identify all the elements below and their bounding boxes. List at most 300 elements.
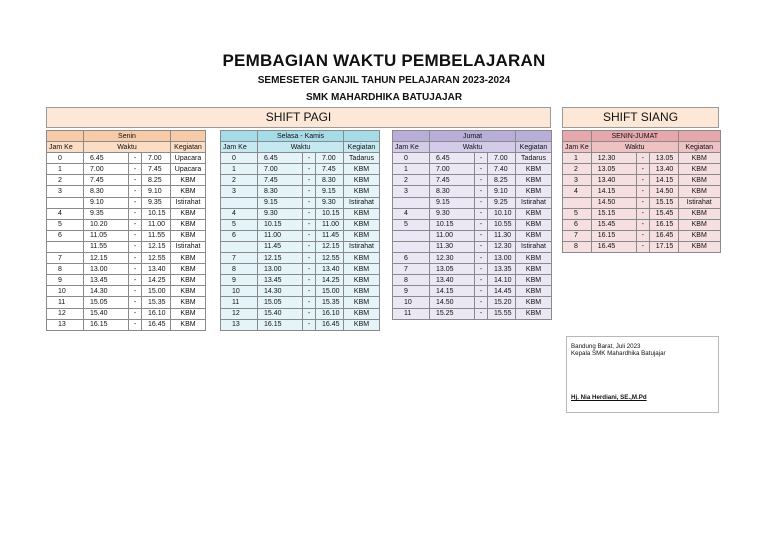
table-row [393, 308, 552, 319]
jam-ke-cell: 11 [47, 297, 84, 308]
kegiatan-cell: Istirahat [678, 197, 720, 208]
jam-ke-cell: 4 [393, 208, 430, 219]
kegiatan-header: Kegiatan [171, 142, 206, 153]
time-separator: - [475, 308, 488, 319]
time-separator: - [129, 175, 142, 186]
kegiatan-cell: KBM [344, 208, 380, 219]
kegiatan-cell: Istirahat [344, 241, 380, 252]
start-time-cell: 9.10 [84, 197, 129, 208]
kegiatan-cell: Upacara [171, 164, 206, 175]
kegiatan-cell: KBM [516, 286, 552, 297]
kegiatan-cell: KBM [344, 264, 380, 275]
kegiatan-cell: Tadarus [344, 153, 380, 164]
table-row [47, 208, 206, 219]
start-time-cell: 15.05 [84, 297, 129, 308]
jam-ke-cell: 1 [47, 164, 84, 175]
kegiatan-cell: KBM [344, 186, 380, 197]
start-time-cell: 14.50 [430, 297, 475, 308]
kegiatan-cell: KBM [678, 230, 720, 241]
end-time-cell: 10.15 [316, 208, 344, 219]
kegiatan-cell: Istirahat [171, 241, 206, 252]
senin-schedule-table [46, 130, 206, 331]
table-row [393, 264, 552, 275]
kegiatan-cell: KBM [678, 208, 720, 219]
end-time-cell: 9.10 [142, 186, 171, 197]
kegiatan-cell: KBM [516, 175, 552, 186]
time-separator: - [475, 253, 488, 264]
kegiatan-cell: KBM [678, 153, 720, 164]
day-header-row [563, 131, 721, 142]
kegiatan-cell: KBM [516, 253, 552, 264]
start-time-cell: 15.25 [430, 308, 475, 319]
start-time-cell: 12.15 [258, 253, 303, 264]
time-separator: - [303, 230, 316, 241]
end-time-cell: 10.10 [488, 208, 516, 219]
start-time-cell: 15.40 [258, 308, 303, 319]
start-time-cell: 7.00 [258, 164, 303, 175]
table-row [393, 197, 552, 208]
jam-ke-cell: 0 [393, 153, 430, 164]
kegiatan-cell: KBM [171, 230, 206, 241]
jam-ke-cell: 2 [47, 175, 84, 186]
jam-ke-cell: 2 [393, 175, 430, 186]
jam-ke-cell [393, 230, 430, 241]
siang-schedule-table [562, 130, 721, 253]
end-time-cell: 15.55 [488, 308, 516, 319]
end-time-cell: 7.40 [488, 164, 516, 175]
jam-ke-cell: 12 [221, 308, 258, 319]
table-row [221, 319, 380, 330]
table-row [47, 197, 206, 208]
table-row [221, 275, 380, 286]
table-row [221, 208, 380, 219]
start-time-cell: 7.45 [258, 175, 303, 186]
start-time-cell: 7.45 [84, 175, 129, 186]
kegiatan-cell: KBM [171, 219, 206, 230]
kegiatan-cell: Istirahat [516, 197, 552, 208]
jam-ke-cell: 5 [221, 219, 258, 230]
kegiatan-cell: KBM [516, 164, 552, 175]
kegiatan-cell: KBM [171, 286, 206, 297]
day-header-row [47, 131, 206, 142]
end-time-cell: 9.15 [316, 186, 344, 197]
table-row [47, 153, 206, 164]
end-time-cell: 12.55 [316, 253, 344, 264]
jam-ke-cell: 7 [393, 264, 430, 275]
table-row [393, 286, 552, 297]
start-time-cell: 14.30 [84, 286, 129, 297]
jam-ke-cell: 1 [563, 153, 592, 164]
start-time-cell: 11.45 [258, 241, 303, 252]
start-time-cell: 13.05 [430, 264, 475, 275]
jam-ke-cell: 6 [393, 253, 430, 264]
start-time-cell: 12.30 [591, 153, 636, 164]
time-separator: - [475, 275, 488, 286]
table-row [47, 219, 206, 230]
time-separator: - [475, 264, 488, 275]
page-subtitle: SEMESETER GANJIL TAHUN PELAJARAN 2023-2024 [257, 75, 511, 86]
kegiatan-cell: KBM [171, 264, 206, 275]
jam-ke-cell: 6 [221, 230, 258, 241]
start-time-cell: 6.45 [430, 153, 475, 164]
table-row [47, 175, 206, 186]
kegiatan-cell: KBM [516, 308, 552, 319]
kegiatan-cell: KBM [678, 175, 720, 186]
time-separator: - [475, 241, 488, 252]
table-row [47, 253, 206, 264]
end-time-cell: 14.15 [649, 175, 678, 186]
column-header-row [563, 142, 721, 153]
start-time-cell: 10.15 [430, 219, 475, 230]
waktu-header: Waktu [84, 142, 171, 153]
end-time-cell: 16.45 [316, 319, 344, 330]
end-time-cell: 11.00 [142, 219, 171, 230]
jam-ke-cell [221, 197, 258, 208]
end-time-cell: 10.55 [488, 219, 516, 230]
jam-ke-cell: 13 [47, 319, 84, 330]
table-row [563, 197, 721, 208]
signature-place-date: Bandung Barat, Juli 2023 [571, 343, 641, 350]
end-time-cell: 14.50 [649, 186, 678, 197]
table-row [393, 230, 552, 241]
start-time-cell: 13.45 [84, 275, 129, 286]
time-separator: - [303, 264, 316, 275]
jam-ke-cell: 1 [393, 164, 430, 175]
start-time-cell: 8.30 [430, 186, 475, 197]
kegiatan-cell: KBM [171, 275, 206, 286]
jam-ke-cell: 13 [221, 319, 258, 330]
table-row [563, 219, 721, 230]
kegiatan-cell: Istirahat [516, 241, 552, 252]
jam-ke-header: Jam Ke [47, 142, 84, 153]
table-row [393, 275, 552, 286]
start-time-cell: 15.45 [591, 219, 636, 230]
table-row [47, 297, 206, 308]
jam-ke-cell: 8 [563, 241, 592, 252]
start-time-cell: 6.45 [84, 153, 129, 164]
start-time-cell: 13.45 [258, 275, 303, 286]
end-time-cell: 15.35 [316, 297, 344, 308]
table-row [221, 197, 380, 208]
time-separator: - [636, 219, 649, 230]
shift-pagi-header: SHIFT PAGI [46, 107, 551, 128]
time-separator: - [129, 308, 142, 319]
jam-ke-cell [563, 197, 592, 208]
time-separator: - [303, 208, 316, 219]
table-row [221, 286, 380, 297]
time-separator: - [636, 175, 649, 186]
end-time-cell: 12.15 [142, 241, 171, 252]
jam-ke-header: Jam Ke [393, 142, 430, 153]
jam-ke-cell: 6 [563, 219, 592, 230]
end-time-cell: 17.15 [649, 241, 678, 252]
kegiatan-cell: Tadarus [516, 153, 552, 164]
jam-ke-cell: 8 [393, 275, 430, 286]
jam-ke-cell: 5 [393, 219, 430, 230]
start-time-cell: 15.40 [84, 308, 129, 319]
table-row [221, 153, 380, 164]
waktu-header: Waktu [591, 142, 678, 153]
jam-ke-cell [221, 241, 258, 252]
start-time-cell: 11.30 [430, 241, 475, 252]
table-row [47, 230, 206, 241]
start-time-cell: 15.15 [591, 208, 636, 219]
table-row [563, 175, 721, 186]
day-header-row [221, 131, 380, 142]
jam-ke-cell: 1 [221, 164, 258, 175]
school-name: SMK MAHARDHIKA BATUJAJAR [305, 92, 463, 103]
kegiatan-cell: KBM [344, 219, 380, 230]
table-row [221, 297, 380, 308]
selasa-kamis-schedule-table [220, 130, 380, 331]
start-time-cell: 16.15 [591, 230, 636, 241]
start-time-cell: 11.00 [430, 230, 475, 241]
kegiatan-cell: KBM [171, 253, 206, 264]
table-row [47, 275, 206, 286]
time-separator: - [303, 308, 316, 319]
time-separator: - [129, 230, 142, 241]
jam-ke-cell: 3 [47, 186, 84, 197]
kegiatan-cell: KBM [344, 175, 380, 186]
start-time-cell: 14.50 [591, 197, 636, 208]
jam-ke-header: Jam Ke [563, 142, 592, 153]
end-time-cell: 13.40 [649, 164, 678, 175]
end-time-cell: 16.10 [316, 308, 344, 319]
end-time-cell: 8.25 [142, 175, 171, 186]
start-time-cell: 6.45 [258, 153, 303, 164]
jam-ke-cell: 4 [563, 186, 592, 197]
table-row [221, 175, 380, 186]
start-time-cell: 13.05 [591, 164, 636, 175]
jam-ke-cell: 9 [47, 275, 84, 286]
time-separator: - [303, 175, 316, 186]
table-row [221, 219, 380, 230]
time-separator: - [475, 153, 488, 164]
end-time-cell: 15.35 [142, 297, 171, 308]
end-time-cell: 10.15 [142, 208, 171, 219]
jam-ke-cell: 4 [47, 208, 84, 219]
time-separator: - [129, 219, 142, 230]
start-time-cell: 12.15 [84, 253, 129, 264]
jam-ke-cell: 10 [221, 286, 258, 297]
waktu-header: Waktu [430, 142, 516, 153]
end-time-cell: 13.35 [488, 264, 516, 275]
column-header-row [393, 142, 552, 153]
kegiatan-cell: Istirahat [344, 197, 380, 208]
table-row [393, 186, 552, 197]
end-time-cell: 13.40 [316, 264, 344, 275]
table-row [47, 308, 206, 319]
jam-ke-cell: 11 [221, 297, 258, 308]
time-separator: - [636, 164, 649, 175]
time-separator: - [475, 208, 488, 219]
jam-ke-cell: 10 [47, 286, 84, 297]
table-row [47, 241, 206, 252]
table-row [47, 264, 206, 275]
kegiatan-cell: KBM [344, 286, 380, 297]
time-separator: - [636, 230, 649, 241]
table-row [393, 175, 552, 186]
jam-ke-cell: 5 [47, 219, 84, 230]
kegiatan-cell: KBM [678, 186, 720, 197]
end-time-cell: 7.45 [142, 164, 171, 175]
kegiatan-cell: KBM [344, 275, 380, 286]
time-separator: - [475, 175, 488, 186]
kegiatan-cell: Upacara [171, 153, 206, 164]
jam-ke-cell [393, 197, 430, 208]
end-time-cell: 7.00 [316, 153, 344, 164]
jam-ke-cell: 3 [563, 175, 592, 186]
start-time-cell: 9.30 [258, 208, 303, 219]
table-row [563, 241, 721, 252]
time-separator: - [636, 186, 649, 197]
waktu-header: Waktu [258, 142, 344, 153]
time-separator: - [303, 241, 316, 252]
jam-ke-cell: 8 [47, 264, 84, 275]
signature-name: Hj. Nia Herdiani, SE.,M.Pd [571, 394, 647, 401]
time-separator: - [475, 219, 488, 230]
start-time-cell: 13.40 [591, 175, 636, 186]
table-row [47, 286, 206, 297]
time-separator: - [303, 153, 316, 164]
jam-ke-cell: 0 [47, 153, 84, 164]
end-time-cell: 12.30 [488, 241, 516, 252]
table-row [47, 186, 206, 197]
table-row [563, 208, 721, 219]
table-row [221, 230, 380, 241]
day-name: Jumat [430, 131, 516, 142]
time-separator: - [303, 286, 316, 297]
table-row [563, 164, 721, 175]
jam-ke-cell: 3 [393, 186, 430, 197]
end-time-cell: 9.10 [488, 186, 516, 197]
time-separator: - [129, 297, 142, 308]
page-title: PEMBAGIAN WAKTU PEMBELAJARAN [222, 51, 546, 70]
end-time-cell: 15.00 [142, 286, 171, 297]
kegiatan-cell: KBM [516, 230, 552, 241]
start-time-cell: 11.00 [258, 230, 303, 241]
signature-box [566, 336, 719, 413]
end-time-cell: 14.45 [488, 286, 516, 297]
end-time-cell: 15.20 [488, 297, 516, 308]
end-time-cell: 16.15 [649, 219, 678, 230]
time-separator: - [129, 164, 142, 175]
time-separator: - [129, 286, 142, 297]
end-time-cell: 14.25 [142, 275, 171, 286]
kegiatan-header: Kegiatan [678, 142, 720, 153]
end-time-cell: 9.30 [316, 197, 344, 208]
jam-ke-cell [47, 197, 84, 208]
time-separator: - [303, 253, 316, 264]
kegiatan-cell: KBM [344, 164, 380, 175]
end-time-cell: 9.25 [488, 197, 516, 208]
start-time-cell: 7.00 [84, 164, 129, 175]
start-time-cell: 12.30 [430, 253, 475, 264]
time-separator: - [475, 230, 488, 241]
time-separator: - [303, 186, 316, 197]
kegiatan-cell: KBM [678, 164, 720, 175]
start-time-cell: 9.15 [258, 197, 303, 208]
table-row [221, 253, 380, 264]
kegiatan-cell: KBM [171, 175, 206, 186]
jam-ke-cell: 9 [393, 286, 430, 297]
jam-ke-cell: 3 [221, 186, 258, 197]
kegiatan-cell: KBM [516, 264, 552, 275]
end-time-cell: 13.40 [142, 264, 171, 275]
start-time-cell: 14.30 [258, 286, 303, 297]
start-time-cell: 9.15 [430, 197, 475, 208]
start-time-cell: 9.35 [84, 208, 129, 219]
end-time-cell: 15.00 [316, 286, 344, 297]
day-name: Senin [84, 131, 171, 142]
table-row [221, 308, 380, 319]
start-time-cell: 13.00 [84, 264, 129, 275]
time-separator: - [129, 275, 142, 286]
time-separator: - [303, 297, 316, 308]
end-time-cell: 15.45 [649, 208, 678, 219]
jam-ke-cell: 2 [563, 164, 592, 175]
time-separator: - [475, 286, 488, 297]
time-separator: - [475, 164, 488, 175]
start-time-cell: 8.30 [258, 186, 303, 197]
kegiatan-cell: KBM [344, 253, 380, 264]
kegiatan-cell: KBM [344, 308, 380, 319]
time-separator: - [303, 164, 316, 175]
time-separator: - [129, 153, 142, 164]
start-time-cell: 11.05 [84, 230, 129, 241]
day-name: Selasa - Kamis [258, 131, 344, 142]
kegiatan-cell: KBM [344, 319, 380, 330]
jam-ke-cell: 11 [393, 308, 430, 319]
table-row [393, 297, 552, 308]
start-time-cell: 15.05 [258, 297, 303, 308]
time-separator: - [303, 319, 316, 330]
table-row [221, 241, 380, 252]
jam-ke-cell: 9 [221, 275, 258, 286]
time-separator: - [129, 241, 142, 252]
end-time-cell: 14.10 [488, 275, 516, 286]
start-time-cell: 13.00 [258, 264, 303, 275]
time-separator: - [129, 197, 142, 208]
table-row [393, 164, 552, 175]
kegiatan-cell: KBM [171, 297, 206, 308]
table-row [47, 319, 206, 330]
kegiatan-cell: KBM [516, 297, 552, 308]
end-time-cell: 13.00 [488, 253, 516, 264]
end-time-cell: 11.45 [316, 230, 344, 241]
jam-ke-header: Jam Ke [221, 142, 258, 153]
table-row [563, 230, 721, 241]
time-separator: - [636, 197, 649, 208]
jam-ke-cell: 6 [47, 230, 84, 241]
start-time-cell: 7.45 [430, 175, 475, 186]
end-time-cell: 9.35 [142, 197, 171, 208]
kegiatan-cell: Istirahat [171, 197, 206, 208]
jam-ke-cell [47, 241, 84, 252]
end-time-cell: 8.30 [316, 175, 344, 186]
end-time-cell: 11.30 [488, 230, 516, 241]
kegiatan-cell: KBM [344, 230, 380, 241]
end-time-cell: 7.00 [142, 153, 171, 164]
end-time-cell: 7.45 [316, 164, 344, 175]
time-separator: - [129, 319, 142, 330]
time-separator: - [636, 153, 649, 164]
time-separator: - [129, 208, 142, 219]
kegiatan-header: Kegiatan [344, 142, 380, 153]
kegiatan-cell: KBM [171, 319, 206, 330]
kegiatan-cell: KBM [516, 186, 552, 197]
table-row [221, 164, 380, 175]
